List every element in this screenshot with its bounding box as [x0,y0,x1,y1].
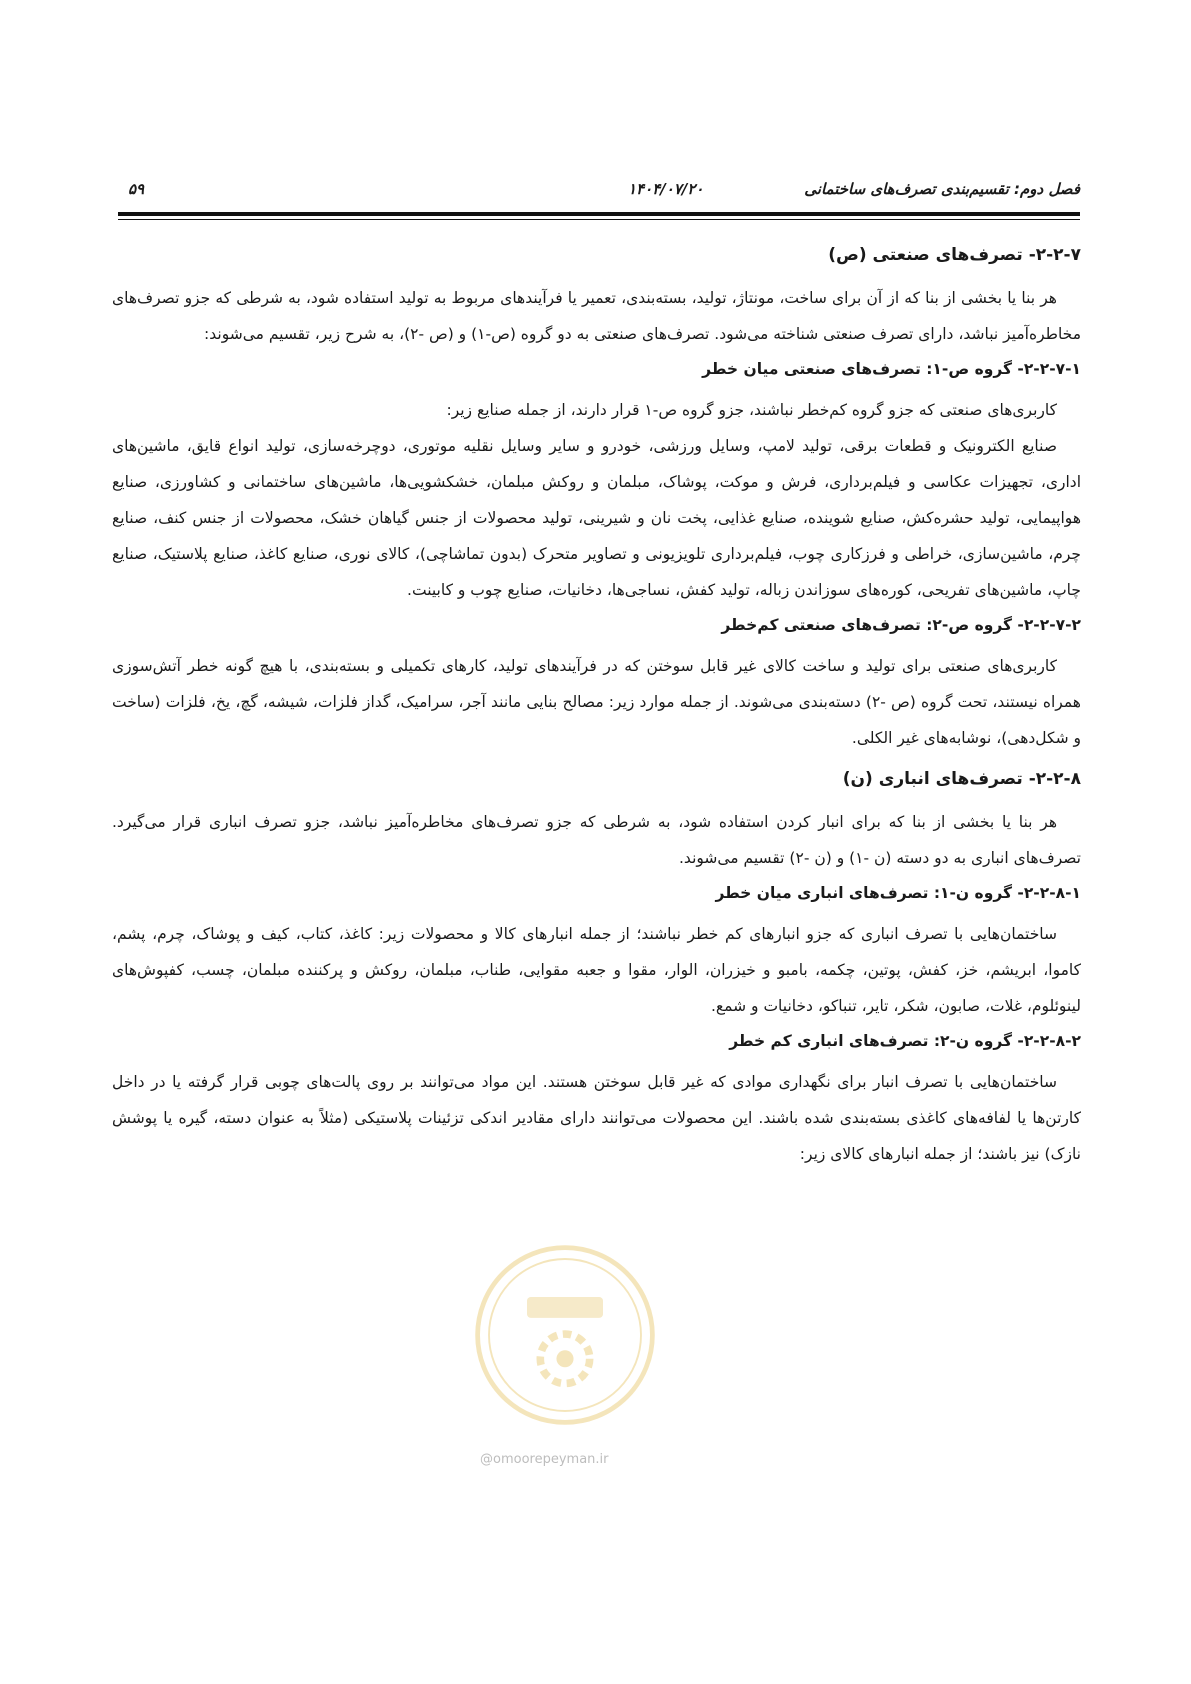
page-number: ۵۹ [128,180,145,198]
paragraph: کاربری‌های صنعتی برای تولید و ساخت کالای غیر قابل سوختن که در فرآیندهای تولید، کارهای تکمیلی و بسته‌بندی، با هیچ گونه خطر آتش‌سوزی همراه نیستند، تحت گروه (ص -۲) دسته‌بندی می‌شوند. از جمله موارد زیر: مصالح بنایی مانند آجر، سرامیک، گداز فلزات، شیشه، گچ، یخ، فلزات (ساخت و شکل‌دهی)، نوشابه‌های غیر الکلی. [112,657,1081,747]
watermark-logo-icon [470,1240,660,1430]
paragraph: هر بنا یا بخشی از بنا که برای انبار کردن استفاده شود، به شرطی که جزو تصرف‌های مخاطره‌آمیز نباشد، جزو تصرف انباری قرار می‌گیرد. تصرف‌های انباری به دو دسته (ن -۱) و (ن -۲) تقسیم می‌شوند. [112,813,1081,867]
paragraph: صنایع الکترونیک و قطعات برقی، تولید لامپ، وسایل ورزشی، خودرو و سایر وسایل نقلیه موتوری، دوچرخه‌سازی، تولید انواع قایق، ماشین‌های اداری، تجهیزات عکاسی و فیلم‌برداری، فرش و موکت، پوشاک، مبلمان و روکش مبلمان، خشکشویی‌ها، ماشین‌های ساختمانی و کشاورزی، صنایع هواپیمایی، تولید حشره‌کش، صنایع شوینده، صنایع غذایی، پخت نان و شیرینی، تولید محصولات از جنس گیاهان خشک، محصولات از جنس کنف، صنایع چرم، ماشین‌سازی، خراطی و فرزکاری چوب، فیلم‌برداری تلویزیونی و تصاویر متحرک (بدون تماشاچی)، کالای نوری، صنایع کاغذ، صنایع پلاستیک، صنایع چاپ، ماشین‌های تفریحی، کوره‌های سوزاندن زباله، تولید کفش، نساجی‌ها، دخانیات، صنایع چوب و کابینت. [112,437,1081,599]
paragraph: ساختمان‌هایی با تصرف انبار برای نگهداری موادی که غیر قابل سوختن هستند. این مواد می‌توانند بر روی پالت‌های چوبی قرار گرفته یا در داخل کارتن‌ها یا لفافه‌های کاغذی بسته‌بندی شده باشند. این محصولات می‌توانند دارای مقادیر اندکی تزئینات پلاستیکی (مثلاً به عنوان دسته، گیره یا پوشش نازک) نیز باشند؛ از جمله انبارهای کالای زیر: [112,1073,1081,1163]
watermark-url: @omoorepeyman.ir [480,1452,609,1467]
subsection-heading: ۲-۲-۸-۱- گروه ن-۱: تصرف‌های انباری میان خطر [715,884,1081,902]
paragraph: هر بنا یا بخشی از بنا که از آن برای ساخت، مونتاژ، تولید، بسته‌بندی، تعمیر یا فرآیندهای مربوط به تولید استفاده شود، به شرطی که جزو تصرف‌های مخاطره‌آمیز نباشد، دارای تصرف صنعتی شناخته می‌شود. تصرف‌های صنعتی به دو گروه (ص-۱) و (ص -۲)، به شرح زیر، تقسیم می‌شوند: [112,289,1081,343]
subsection-heading: ۲-۲-۸-۲- گروه ن-۲: تصرف‌های انباری کم خطر [729,1032,1081,1050]
section-heading: ۲-۲-۷- تصرف‌های صنعتی (ص) [828,245,1081,265]
subsection-heading: ۲-۲-۷-۱- گروه ص-۱: تصرف‌های صنعتی میان خطر [702,360,1081,378]
header-rule-thick [118,212,1080,216]
header-rule-thin [118,219,1080,220]
subsection-heading: ۲-۲-۷-۲- گروه ص-۲: تصرف‌های صنعتی کم‌خطر [721,616,1081,634]
chapter-title: فصل دوم: تقسیم‌بندی تصرف‌های ساختمانی [804,180,1080,198]
page-header [118,180,1080,204]
header-date: ۱۴۰۴/۰۷/۲۰ [628,180,704,198]
paragraph: ساختمان‌هایی با تصرف انباری که جزو انبارهای کم خطر نباشند؛ از جمله انبارهای کالا و محصولات زیر: کاغذ، کتاب، کیف و پوشاک، چرم، پشم، کاموا، ابریشم، خز، کفش، پوتین، چکمه، بامبو و خیزران، الوار، مقوا و جعبه مقوایی، طناب، مبلمان، روکش و پرکننده مبلمان، چسب، کفپوش‌های لینوئلوم، غلات، صابون، شکر، تایر، تنباکو، دخانیات و شمع. [112,925,1081,1015]
paragraph: کاربری‌های صنعتی که جزو گروه کم‌خطر نباشند، جزو گروه ص-۱ قرار دارند، از جمله صنایع زیر: [446,401,1057,419]
page-body [112,232,1081,1172]
section-heading: ۲-۲-۸- تصرف‌های انباری (ن) [842,769,1081,789]
